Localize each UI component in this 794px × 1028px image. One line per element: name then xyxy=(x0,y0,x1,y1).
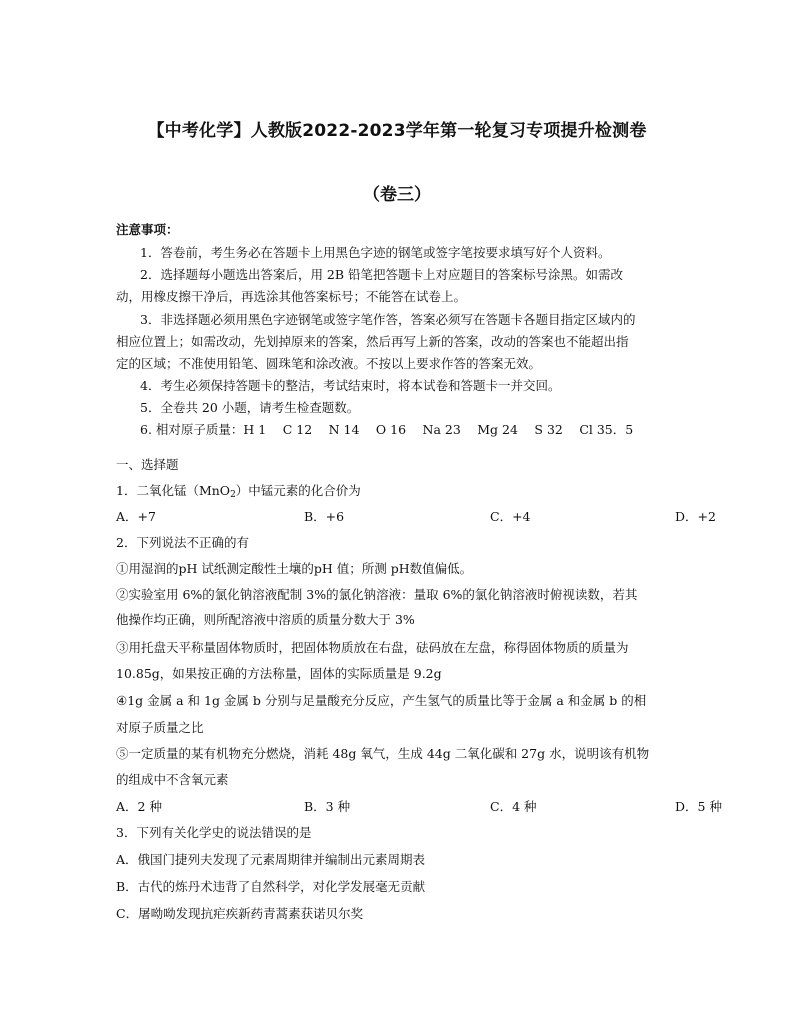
q1-option-b: B．+6 xyxy=(304,509,345,524)
question-1-stem: 1．二氧化锰（MnO$_2$）中锰元素的化合价为 xyxy=(116,483,361,500)
q2-statement-3-line-1: ③用托盘天平称量固体物质时，把固体物质放在右盘，砝码放在左盘，称得固体物质的质量为 xyxy=(116,640,629,655)
notice-item-4: 4．考生必须保持答题卡的整洁，考试结束时，将本试卷和答题卡一并交回。 xyxy=(140,378,561,393)
notice-item-3-line-3: 定的区域；不准使用铅笔、圆珠笔和涂改液。不按以上要求作答的答案无效。 xyxy=(116,356,542,371)
q2-option-d: D．5 种 xyxy=(675,799,722,814)
q2-statement-4-line-2: 对原子质量之比 xyxy=(116,720,204,735)
q1-option-c: C．+4 xyxy=(490,509,531,524)
exam-title: 【中考化学】人教版2022-2023学年第一轮复习专项提升检测卷 xyxy=(147,121,647,141)
q3-option-c: C．屠呦呦发现抗疟疾新药青蒿素获诺贝尔奖 xyxy=(116,906,364,921)
q3-option-a: A．俄国门捷列夫发现了元素周期律并编制出元素周期表 xyxy=(116,852,426,867)
notice-heading: 注意事项： xyxy=(116,222,179,237)
question-2-stem: 2．下列说法不正确的有 xyxy=(116,535,249,550)
q2-option-a: A．2 种 xyxy=(116,799,162,814)
q1-option-d: D．+2 xyxy=(675,509,716,524)
q2-option-c: C．4 种 xyxy=(490,799,537,814)
notice-item-5: 5．全卷共 20 小题，请考生检查题数。 xyxy=(140,400,360,415)
q1-option-a: A．+7 xyxy=(116,509,156,524)
q2-option-b: B．3 种 xyxy=(304,799,351,814)
q2-statement-2-line-1: ②实验室用 6%的氯化钠溶液配制 3%的氯化钠溶液：量取 6%的氯化钠溶液时俯视读数，若其 xyxy=(116,587,638,602)
q2-statement-1: ①用湿润的pH 试纸测定酸性土壤的pH 值；所测 pH数值偏低。 xyxy=(116,561,473,576)
q2-statement-3-line-2: 10.85g，如果按正确的方法称量，固体的实际质量是 9.2g xyxy=(116,666,442,681)
notice-item-3-line-1: 3．非选择题必须用黑色字迹钢笔或签字笔作答，答案必须写在答题卡各题目指定区域内的 xyxy=(140,312,636,327)
q2-statement-5-line-1: ⑤一定质量的某有机物充分燃烧，消耗 48g 氧气，生成 44g 二氧化碳和 27g 水，说明该有机物 xyxy=(116,746,650,761)
q2-statement-4-line-1: ④1g 金属 a 和 1g 金属 b 分别与足量酸充分反应，产生氢气的质量比等于金属 a 和金属 b 的相 xyxy=(116,693,647,708)
question-3-stem: 3．下列有关化学史的说法错误的是 xyxy=(116,825,312,840)
q2-statement-5-line-2: 的组成中不含氧元素 xyxy=(116,772,229,787)
notice-item-6: 6. 相对原子质量：H 1 C 12 N 14 O 16 Na 23 Mg 24 S 32 Cl 35．5 xyxy=(140,422,634,437)
q3-option-b: B．古代的炼丹术违背了自然科学，对化学发展毫无贡献 xyxy=(116,879,426,894)
notice-item-2-line-2: 动，用橡皮擦干净后，再选涂其他答案标号；不能答在试卷上。 xyxy=(116,289,467,304)
exam-subtitle: （卷三） xyxy=(363,185,431,205)
notice-item-3-line-2: 相应位置上；如需改动，先划掉原来的答案，然后再写上新的答案，改动的答案也不能超出指 xyxy=(116,334,629,349)
section-heading: 一、选择题 xyxy=(116,457,179,472)
notice-item-2-line-1: 2．选择题每小题选出答案后，用 2B 铅笔把答题卡上对应题目的答案标号涂黑。如需改 xyxy=(140,267,624,282)
notice-item-1: 1．答卷前，考生务必在答题卡上用黑色字迹的钢笔或签字笔按要求填写好个人资料。 xyxy=(140,245,611,260)
q2-statement-2-line-2: 他操作均正确，则所配溶液中溶质的质量分数大于 3% xyxy=(116,612,415,627)
